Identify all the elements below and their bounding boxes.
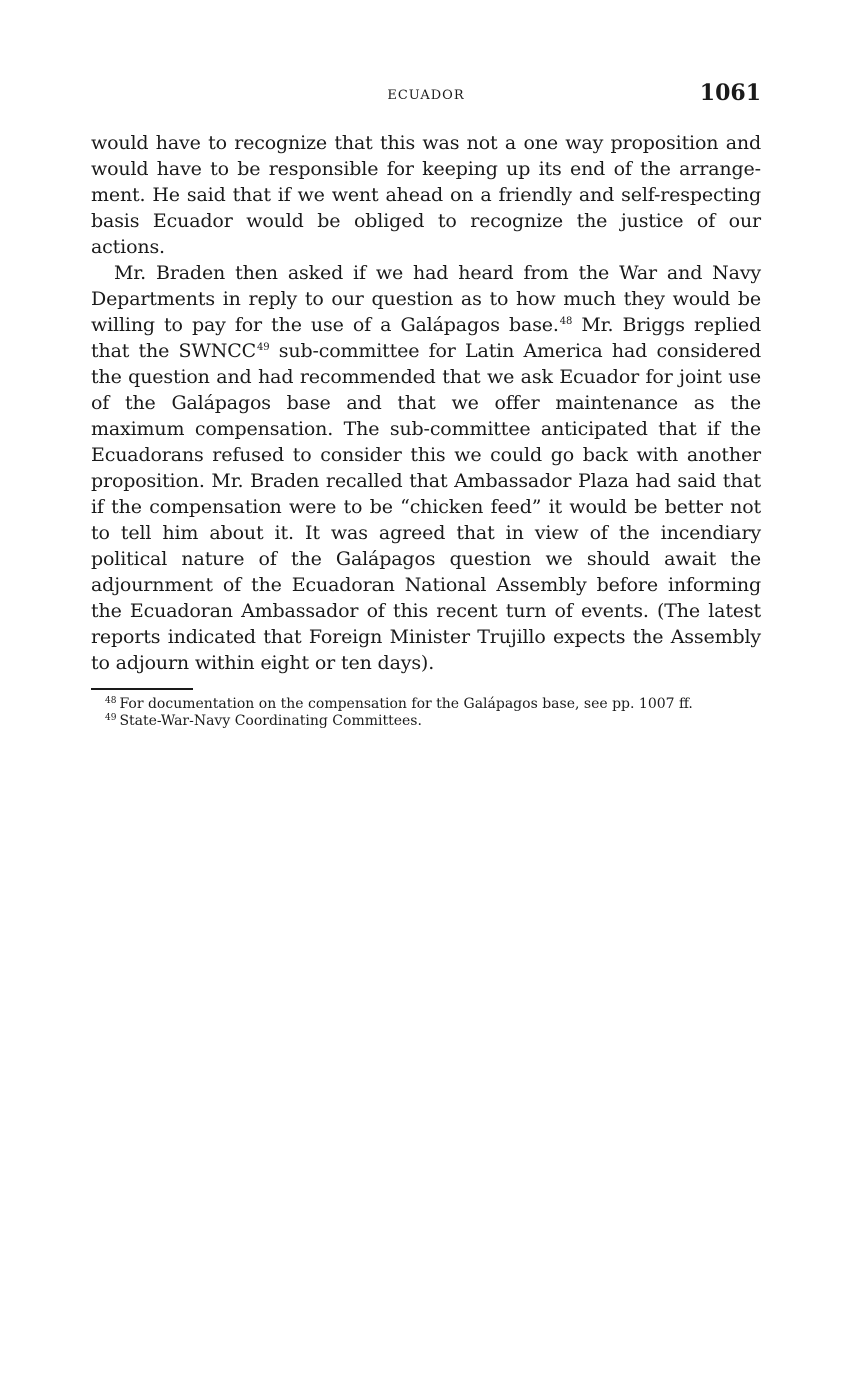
paragraph-text: Mr. Braden then asked if we had heard from the War and Navy Departments in reply to our question as to how much they would be willing to pay for the use of a Galápagos base. [91,262,761,336]
footnote-mark: 48 [105,696,117,706]
footnotes [91,696,761,730]
footnote-divider [91,688,193,690]
paragraph-text: sub-committee for Latin America had considered the question and had recommended that we ask Ecuador for joint use of the Galápagos base and that we offer maintenance as the maximum compensation. The sub-committee anticipated that if the Ecuadorans refused to consider this we could go back with another proposition. Mr. Braden recalled that Ambassador Plaza had said that if the compensation were to be “chicken feed” it would be better not to tell him about it. It was agreed that in view of the incendiary political nature of the Galápagos question we should await the adjournment of the Ecuadoran National Assembly before informing the Ecuadoran Ambassador of this recent turn of events. (The latest reports indicated that Foreign Minister Trujillo expects the Assembly to adjourn within eight or ten days). [91,340,761,674]
running-header [91,80,761,110]
document-page [91,80,761,730]
footnote [91,713,761,730]
footnote-mark: 49 [105,713,117,723]
page-number: 1061 [699,80,761,106]
footnote [91,696,761,713]
running-title: ECUADOR [387,88,465,103]
footnote-text: State-War-Navy Coordinating Committees. [119,713,422,729]
footnote-text: For documentation on the compensation for the Galápagos base, see pp. 1007 ff. [119,696,693,712]
footnote-reference: 49 [257,342,270,353]
body-text [91,130,761,676]
footnote-reference: 48 [559,316,573,327]
paragraph-continued: would have to recognize that this was not a one way proposition and would have to be responsible for keeping up its end of the arrangement. He said that if we went ahead on a friendly and self-respecting basis Ecuador would be obliged to recognize the justice of our actions. [91,132,761,258]
paragraph-braden [91,260,761,676]
paragraph-text: Mr. Briggs replied that the SWNCC [91,314,761,362]
